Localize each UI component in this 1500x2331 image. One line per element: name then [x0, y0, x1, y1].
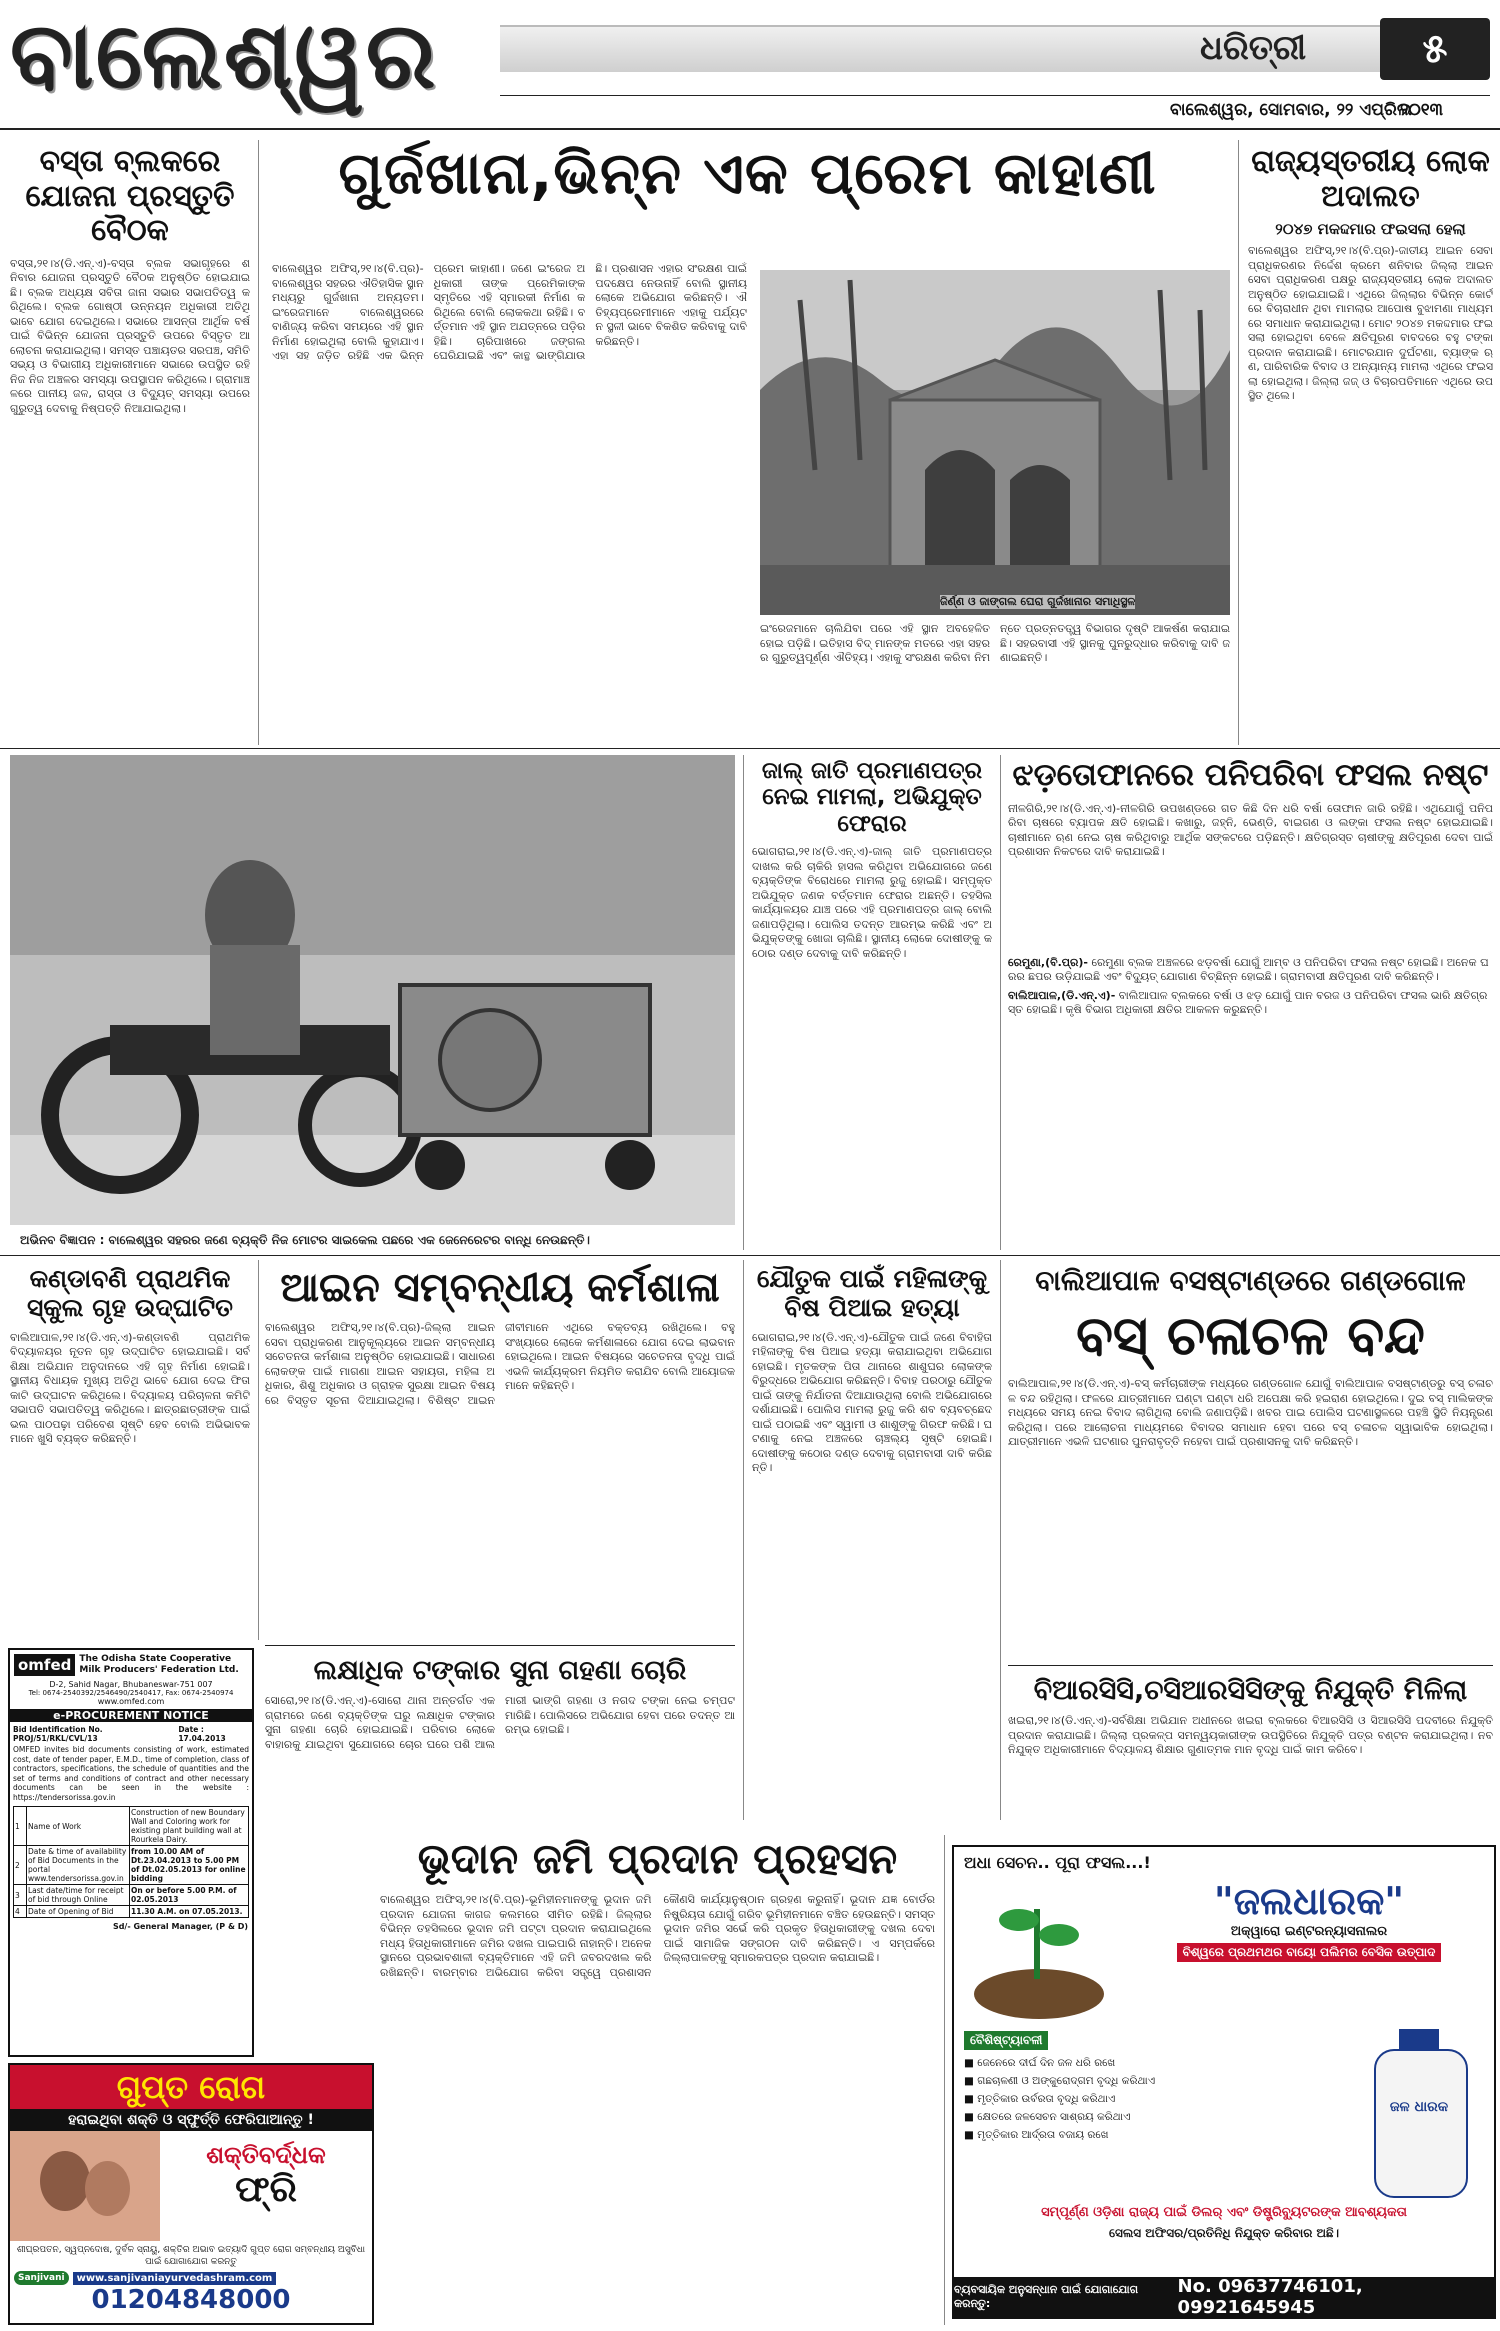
column-rule	[1000, 755, 1001, 1250]
headline-kandhabani: କଣ୍ଡାବଣି ପ୍ରାଥମିକ ସ୍କୁଲ ଗୃହ ଉଦ୍‌ଘାଟିତ	[27, 1264, 233, 1322]
gupta-brand: Sanjivani	[14, 2271, 69, 2285]
jal-name: "ଜଲଧାରକ"	[1213, 1879, 1405, 1923]
jal-contact-label: ବ୍ୟବସାୟିକ ଅନୁସନ୍ଧାନ ପାଇଁ ଯୋଗାଯୋଗ କରନ୍ତୁ:	[954, 2283, 1139, 2310]
omfed-bid-id: Bid Identification No. PROJ/51/RKL/CVL/13	[13, 1725, 103, 1743]
column-rule	[258, 140, 259, 745]
dateline-baliapal: ବାଲିଆପାଳ,(ଡି.ଏନ୍.ଏ)-	[1008, 988, 1116, 1002]
gupta-product-line: ଶକ୍ତିବର୍ଦ୍ଧକ	[206, 2141, 326, 2169]
jal-feature: ମୃତ୍ତିକାର ଆର୍ଦ୍ରତା ବଜାୟ ରଖେ	[977, 2129, 1109, 2141]
jal-desc: ବିଶ୍ୱରେ ପ୍ରଥମଥର ବାୟୋ ପଲିମର ବେସିକ ଉତ୍ପାଦ	[1177, 1943, 1442, 1962]
section-rule	[265, 1645, 735, 1646]
omfed-website[interactable]: www.omfed.com	[97, 1697, 165, 1706]
body-aain: ବାଲେଶ୍ୱର ଅଫିସ୍,୨୧।୪(ବି.ପ୍ର)-ଜିଲ୍ଲା ଆଇନ ସେବା ପ୍ରାଧିକରଣ ଆନୁକୂଲ୍ୟରେ ଆଇନ ସମ୍ବନ୍ଧୀୟ ସଚେତନତା କର୍ମଶାଳା ଅନୁଷ୍ଠିତ ହୋଇଯାଇଛି। ସାଧାରଣ ଲୋକଙ୍କ ପାଇଁ ମାଗଣା ଆଇନ ସହାୟତା, ମହିଳା ଅଧିକାର, ଶିଶୁ ଅଧିକାର ଓ ଗ୍ରାହକ ସୁରକ୍ଷା ଆଇନ ବିଷୟରେ ବିସ୍ତୃତ ସୂଚନା ଦିଆଯାଇଥିଲା। ବିଶିଷ୍ଟ ଆଇନଜୀବୀମାନେ ଏଥିରେ ବକ୍ତବ୍ୟ ରଖିଥିଲେ। ବହୁ ସଂଖ୍ୟାରେ ଲୋକେ କର୍ମଶାଳାରେ ଯୋଗ ଦେଇ ଲାଭବାନ ହୋଇଥିଲେ। ଆଇନ ବିଷୟରେ ସଚେତନତା ବୃଦ୍ଧି ପାଇଁ ଏଭଳି କାର୍ଯ୍ୟକ୍ରମ ନିୟମିତ କରାଯିବ ବୋଲି ଆୟୋଜକମାନେ କହିଛନ୍ତି।	[265, 1321, 735, 1407]
masthead-band	[500, 25, 1490, 72]
article-jautuka	[752, 1265, 992, 1771]
omfed-row-label: Date & time of availability of Bid Documents in the portal www.tendersorissa.gov.in	[27, 1846, 130, 1885]
omfed-row-no: 4	[14, 1906, 27, 1918]
column-rule	[1000, 1260, 1001, 1820]
omfed-date: Date : 17.04.2013	[178, 1725, 226, 1743]
omfed-contact: Tel: 0674-2540392/2546490/2540417, Fax: 0674-2540974	[28, 1689, 234, 1697]
omfed-row-label: Name of Work	[27, 1807, 130, 1846]
gupta-website[interactable]: www.sanjivaniayurvedashram.com	[73, 2272, 277, 2285]
body-jhadtofan: ନୀଳଗିରି,୨୧।୪(ଡି.ଏନ୍.ଏ)-ନୀଳଗିରି ଉପଖଣ୍ଡରେ ଗତ କିଛି ଦିନ ଧରି ବର୍ଷା ତୋଫାନ ଜାରି ରହିଛି। ଏଥିଯୋଗୁଁ ପନିପରିବା ଚାଷରେ ବ୍ୟାପକ କ୍ଷତି ହୋଇଛି। କଖାରୁ, ଜହ୍ନି, ଭେଣ୍ଡି, ବାଇଗଣ ଓ ଲଙ୍କା ଫସଲ ନଷ୍ଟ ହୋଇଯାଇଛି। ଚାଷୀମାନେ ଋଣ ନେଇ ଚାଷ କରିଥିବାରୁ ଆର୍ଥିକ ସଙ୍କଟରେ ପଡ଼ିଛନ୍ତି। କ୍ଷତିଗ୍ରସ୍ତ ଚାଷୀଙ୍କୁ କ୍ଷତିପୂରଣ ଦେବା ପାଇଁ ପ୍ରଶାସନ ନିକଟରେ ଦାବି କରାଯାଇଛି।	[1008, 801, 1493, 859]
jal-feature: କ୍ଷେତରେ ଜଳସେଚନ ସାଶ୍ରୟ କରିଥାଏ	[977, 2111, 1131, 2123]
masthead-divider	[500, 95, 1490, 96]
omfed-address: D-2, Sahid Nagar, Bhubaneswar-751 007	[49, 1680, 213, 1689]
headline-lok-adalat: ରାଜ୍ୟସ୍ତରୀୟ ଲୋକ ଅଦାଲତ	[1251, 144, 1490, 214]
table-row	[14, 1906, 249, 1918]
ad-gupta-roga	[8, 2063, 374, 2325]
column-rule	[258, 1260, 259, 1640]
photo-motorcycle	[10, 755, 735, 1225]
omfed-row-no: 2	[14, 1846, 27, 1885]
masthead-title: ବାଲେଶ୍ୱର	[10, 1, 438, 109]
gupta-product-mark: ଫ୍ରି	[235, 2169, 297, 2210]
table-row	[14, 1807, 249, 1846]
ad-jaladharak	[952, 1845, 1496, 2319]
article-gahana-chori	[265, 1655, 735, 1814]
photo-caption-motorcycle: ଅଭିନବ ବିଜ୍ଞାପନ : ବାଲେଶ୍ୱର ସହରର ଜଣେ ବ୍ୟକ୍ତି ନିଜ ମୋଟର ସାଇକେଲ ପଛରେ ଏକ ଜେନେରେଟର ବାନ୍ଧି ନେଉଛନ୍ତି।	[20, 1233, 590, 1247]
page-number: ୫	[1380, 18, 1490, 80]
body-biarsisi: ଖଇରା,୨୧।୪(ଡି.ଏନ୍.ଏ)-ସର୍ବଶିକ୍ଷା ଅଭିଯାନ ଅଧୀନରେ ଖଇରା ବ୍ଲକରେ ବିଆରସିସି ଓ ସିଆରସିସି ପଦବୀରେ ନିଯୁକ୍ତି ପ୍ରଦାନ କରାଯାଇଛି। ଜିଲ୍ଲା ପ୍ରକଳ୍ପ ସମନ୍ୱୟକାରୀଙ୍କ ଉପସ୍ଥିତିରେ ନିଯୁକ୍ତି ପତ୍ର ବଣ୍ଟନ କରାଯାଇଥିଲା। ନବନିଯୁକ୍ତ ଅଧିକାରୀମାନେ ବିଦ୍ୟାଳୟ ଶିକ୍ଷାର ଗୁଣାତ୍ମକ ମାନ ବୃଦ୍ଧି ପାଇଁ କାମ କରିବେ।	[1008, 1714, 1493, 1757]
kicker-baliapal-bus: ବାଲିଆପାଳ ବସଷ୍ଟାଣ୍ଡରେ ଗଣ୍ଡଗୋଳ	[1035, 1264, 1466, 1297]
jal-feature: ମୃତ୍ତିକାର ଉର୍ବରତା ବୃଦ୍ଧି କରିଥାଏ	[977, 2093, 1116, 2105]
body-gurjakhana: ବାଲେଶ୍ୱର ଅଫିସ୍,୨୧।୪(ବି.ପ୍ର)-ବାଲେଶ୍ୱର ସହରର ଐତିହାସିକ ସ୍ଥାନ ମଧ୍ୟରୁ ଗୁର୍ଜଖାନା ଅନ୍ୟତମ। ଇଂରେଜମାନେ ବାଲେଶ୍ୱରରେ ବାଣିଜ୍ୟ କରିବା ସମୟରେ ଏହି ସ୍ଥାନ ନିର୍ମାଣ ହୋଇଥିଲା ବୋଲି କୁହାଯାଏ। ଏହା ସହ ଜଡ଼ିତ ରହିଛି ଏକ ଭିନ୍ନ ପ୍ରେମ କାହାଣୀ। ଜଣେ ଇଂରେଜ ଅଧିକାରୀ ତାଙ୍କ ପ୍ରେମିକାଙ୍କ ସ୍ମୃତିରେ ଏହି ସ୍ମାରକୀ ନିର୍ମାଣ କରିଥିଲେ ବୋଲି ଲୋକକଥା ରହିଛି। ବର୍ତ୍ତମାନ ଏହି ସ୍ଥାନ ଅଯତ୍ନରେ ପଡ଼ିରହିଛି। ଚାରିପାଖରେ ଜଙ୍ଗଲ ଘେରିଯାଇଛି ଏବଂ କାନ୍ଥ ଭାଙ୍ଗିଯାଉଛି। ପ୍ରଶାସନ ଏହାର ସଂରକ୍ଷଣ ପାଇଁ ପଦକ୍ଷେପ ନେଉନାହିଁ ବୋଲି ସ୍ଥାନୀୟ ଲୋକେ ଅଭିଯୋଗ କରିଛନ୍ତି। ଐତିହ୍ୟପ୍ରେମୀମାନେ ଏହାକୁ ପର୍ଯ୍ୟଟନ ସ୍ଥଳୀ ଭାବେ ବିକଶିତ କରିବାକୁ ଦାବି କରିଛନ୍ତି।	[272, 262, 747, 362]
jal-bottle-label: ଜଳ ଧାରକ	[1389, 2099, 1449, 2115]
jal-feature: ଜେନେରେ ଦୀର୍ଘ ଦିନ ଜଳ ଧରି ରଖେ	[977, 2057, 1116, 2069]
masthead-bottom-rule	[0, 128, 1500, 130]
column-rule	[1238, 140, 1239, 745]
column-rule	[944, 1835, 945, 2325]
year: ୨୦୧୩	[1400, 100, 1443, 120]
photo-caption-gurjakhana: ଜିର୍ଣ୍ଣ ଓ ଜାଙ୍ଗଲ ଘେରା ଗୁର୍ଜଖାନାର ସମାଧିସ୍ଥଳ	[940, 595, 1136, 608]
jal-feature: ଗଛଚାଳଣୀ ଓ ଅଙ୍କୁରୋଦ୍‌ଗମ ବୃଦ୍ଧି କରିଥାଏ	[977, 2075, 1156, 2087]
article-jhadtofan	[1008, 758, 1493, 1018]
ad-omfed	[8, 1648, 254, 2057]
article-kandhabani	[10, 1265, 250, 1631]
list-item: ■ ମୃତ୍ତିକାର ଉର୍ବରତା ବୃଦ୍ଧି କରିଥାଏ	[964, 2093, 1116, 2105]
headline-basta: ବସ୍ତା ବ୍ଲକରେ ଯୋଜନା ପ୍ରସ୍ତୁତି ବୈଠକ	[25, 144, 235, 248]
omfed-row-label: Last date/time for receipt of bid through Online	[27, 1885, 130, 1906]
body-kandhabani: ବାଲିଆପାଳ,୨୧।୪(ଡି.ଏନ୍.ଏ)-କଣ୍ଡାବଣି ପ୍ରାଥମିକ ବିଦ୍ୟାଳୟର ନୂତନ ଗୃହ ଉଦ୍‌ଘାଟିତ ହୋଇଯାଇଛି। ସର୍ବଶିକ୍ଷା ଅଭିଯାନ ଅନୁଦାନରେ ଏହି ଗୃହ ନିର୍ମାଣ ହୋଇଛି। ସ୍ଥାନୀୟ ବିଧାୟକ ମୁଖ୍ୟ ଅତିଥି ଭାବେ ଯୋଗ ଦେଇ ଫିତା କାଟି ଉଦ୍‌ଘାଟନ କରିଥିଲେ। ବିଦ୍ୟାଳୟ ପରିଚାଳନା କମିଟି ସଭାପତି ସଭାପତିତ୍ୱ କରିଥିଲେ। ଛାତ୍ରଛାତ୍ରୀଙ୍କ ପାଇଁ ଭଲ ପାଠପଢ଼ା ପରିବେଶ ସୃଷ୍ଟି ହେବ ବୋଲି ଅଭିଭାବକମାନେ ଖୁସି ବ୍ୟକ୍ତ କରିଛନ୍ତି।	[10, 1330, 250, 1445]
table-row	[14, 1885, 249, 1906]
headline-biarsisi: ବିଆରସିସି,ଚସିଆରସିସିଙ୍କୁ ନିଯୁକ୍ତି ମିଳିଲା	[1033, 1675, 1468, 1706]
jal-maker: ଅକ୍ୱାରୋ ଇଣ୍ଟରନ୍ୟାସନାଲର	[1230, 1924, 1388, 1939]
omfed-row-value: On or before 5.00 P.M. of 02.05.2013	[130, 1885, 249, 1906]
list-item: ■ ମୃତ୍ତିକାର ଆର୍ଦ୍ରତା ବଜାୟ ରଖେ	[964, 2129, 1109, 2141]
omfed-row-label: Date of Opening of Bid	[27, 1906, 130, 1918]
jal-plant-image	[954, 1879, 1124, 2029]
masthead	[0, 0, 1500, 130]
headline-gahana-chori: ଲକ୍ଷାଧିକ ଟଙ୍କାର ସୁନା ଗହଣା ଚୋରି	[313, 1655, 687, 1686]
article-bhudan	[380, 1835, 935, 2313]
article-basta	[10, 145, 250, 727]
gupta-details: ଶୀଘ୍ରପତନ, ସ୍ୱପ୍ନଦୋଷ, ଦୁର୍ବଳ ସ୍ନାୟୁ, ଶକ୍ତିର ଅଭାବ ଇତ୍ୟାଦି ଗୁପ୍ତ ରୋଗ ସମ୍ବନ୍ଧୀୟ ଅସୁବିଧା ପାଇଁ ଯୋଗାଯୋଗ କରନ୍ତୁ	[16, 2245, 366, 2267]
subhead-lok-adalat: ୨୦୪୭ ମକଦ୍ଦମାର ଫଇସଲା ହେଲା	[1275, 220, 1466, 238]
headline-baliapal-bus: ବସ୍ ଚଳାଚଳ ବନ୍ଦ	[1076, 1304, 1425, 1368]
body-basta: ବସ୍ତା,୨୧।୪(ଡି.ଏନ୍.ଏ)-ବସ୍ତା ବ୍ଲକ ସଭାଗୃହରେ ଶନିବାର ଯୋଜନା ପ୍ରସ୍ତୁତି ବୈଠକ ଅନୁଷ୍ଠିତ ହୋଇଯାଇଛି। ବ୍ଲକ ଅଧ୍ୟକ୍ଷ ସବିତା ଜାନା ସଭାର ସଭାପତିତ୍ୱ କରିଥିଲେ। ବ୍ଲକ ଗୋଷ୍ଠୀ ଉନ୍ନୟନ ଅଧିକାରୀ ଅତିଥି ଭାବେ ଯୋଗ ଦେଇଥିଲେ। ସଭାରେ ଆସନ୍ତା ଆର୍ଥିକ ବର୍ଷ ପାଇଁ ବିଭିନ୍ନ ଯୋଜନା ପ୍ରସ୍ତୁତି ଉପରେ ବିସ୍ତୃତ ଆଲୋଚନା କରାଯାଇଥିଲା। ସମସ୍ତ ପଞ୍ଚାୟତର ସରପଞ୍ଚ, ସମିତି ସଭ୍ୟ ଓ ବିଭାଗୀୟ ଅଧିକାରୀମାନେ ସଭାରେ ଉପସ୍ଥିତ ରହି ନିଜ ନିଜ ଅଞ୍ଚଳର ସମସ୍ୟା ଉପସ୍ଥାପନ କରିଥିଲେ। ଗ୍ରାମାଞ୍ଚଳରେ ପାନୀୟ ଜଳ, ରାସ୍ତା ଓ ବିଦ୍ୟୁତ୍ ସମସ୍ୟା ଉପରେ ଗୁରୁତ୍ୱ ଦେବାକୁ ନିଷ୍ପତ୍ତି ନିଆଯାଇଥିଲା।	[10, 256, 250, 415]
article-gurjakhana	[265, 140, 1230, 207]
omfed-table	[13, 1806, 249, 1918]
list-item: ■ କ୍ଷେତରେ ଜଳସେଚନ ସାଶ୍ରୟ କରିଥାଏ	[964, 2111, 1131, 2123]
omfed-row-value: Construction of new Boundary Wall and Coloring work for existing plant building wall at Rourkela Dairy.	[130, 1807, 249, 1846]
article-baliapal-bus	[1008, 1265, 1493, 1667]
jal-phones[interactable]: No. 09637746101, 09921645945	[1177, 2276, 1363, 2318]
article-biarsisi	[1008, 1675, 1493, 1814]
headline-bhudan: ଭୂଦାନ ଜମି ପ୍ରଦାନ ପ୍ରହସନ	[417, 1834, 898, 1883]
omfed-signature: Sd/- General Manager, (P & D)	[112, 1922, 248, 1931]
jal-bottle-image	[1354, 2029, 1484, 2199]
dateline-remuna: ରେମୁଣା,(ବି.ପ୍ର)-	[1008, 955, 1088, 969]
article-lok-adalat	[1248, 145, 1493, 714]
table-row	[14, 1846, 249, 1885]
list-item: ■ ଗଛଚାଳଣୀ ଓ ଅଙ୍କୁରୋଦ୍‌ଗମ ବୃଦ୍ଧି କରିଥାଏ	[964, 2075, 1156, 2087]
column-rule	[743, 1260, 744, 1820]
photo-motorcycle-image	[10, 755, 735, 1225]
section-rule	[0, 1255, 1500, 1256]
body-jati-praman: ଭୋଗରାଇ,୨୧।୪(ଡି.ଏନ୍.ଏ)-ଜାଲ୍ ଜାତି ପ୍ରମାଣପତ୍ର ଦାଖଲ କରି ଚାକିରି ହାସଲ କରିଥିବା ଅଭିଯୋଗରେ ଜଣେ ବ୍ୟକ୍ତିଙ୍କ ବିରୋଧରେ ମାମଲା ରୁଜୁ ହୋଇଛି। ସମ୍ପୃକ୍ତ ଅଭିଯୁକ୍ତ ଜଣକ ବର୍ତ୍ତମାନ ଫେରାର ଅଛନ୍ତି। ତହସିଲ କାର୍ଯ୍ୟାଳୟର ଯାଞ୍ଚ ପରେ ଏହି ପ୍ରମାଣପତ୍ର ଜାଲ୍ ବୋଲି ଜଣାପଡ଼ିଥିଲା। ପୋଲିସ ତଦନ୍ତ ଆରମ୍ଭ କରିଛି ଏବଂ ଅଭିଯୁକ୍ତଙ୍କୁ ଖୋଜା ଚାଲିଛି। ସ୍ଥାନୀୟ ଲୋକେ ଦୋଷୀଙ୍କୁ କଠୋର ଦଣ୍ଡ ଦେବାକୁ ଦାବି କରିଛନ୍ତି।	[752, 845, 992, 960]
omfed-intro: OMFED invites bid documents consisting of work, estimated cost, date of tender paper, E.M.D., time of completion, class of contractors, specifications, the schedule of quantities and the set of terms and conditions of contract and other necessary documents can be seen in the website : https://tendersorissa.gov.in	[13, 1745, 249, 1802]
omfed-notice-title: e-PROCUREMENT NOTICE	[10, 1709, 252, 1722]
omfed-logo: omfed	[14, 1654, 75, 1676]
article-aain	[265, 1265, 735, 1581]
headline-jautuka: ଯୌତୁକ ପାଇଁ ମହିଳାଙ୍କୁ ବିଷ ପିଆଇ ହତ୍ୟା	[756, 1264, 988, 1322]
photo-gurjakhana	[760, 270, 1230, 615]
body-baliapal-bus: ବାଲିଆପାଳ,୨୧।୪(ଡି.ଏନ୍.ଏ)-ବସ୍ କର୍ମଚାରୀଙ୍କ ମଧ୍ୟରେ ଗଣ୍ଡଗୋଳ ଯୋଗୁଁ ବାଲିଆପାଳ ବସଷ୍ଟାଣ୍ଡରୁ ବସ୍ ଚଳାଚଳ ବନ୍ଦ ରହିଥିଲା। ଫଳରେ ଯାତ୍ରୀମାନେ ଘଣ୍ଟା ଘଣ୍ଟା ଧରି ଅପେକ୍ଷା କରି ହଇରାଣ ହୋଇଥିଲେ। ଦୁଇ ବସ୍ ମାଲିକଙ୍କ ମଧ୍ୟରେ ସମୟ ନେଇ ବିବାଦ ଲାଗିଥିଲା ବୋଲି ଜଣାପଡ଼ିଛି। ଖବର ପାଇ ପୋଲିସ ଘଟଣାସ୍ଥଳରେ ପହଞ୍ଚି ସ୍ଥିତି ନିୟନ୍ତ୍ରଣ କରିଥିଲା। ପରେ ଆଲୋଚନା ମାଧ୍ୟମରେ ବିବାଦର ସମାଧାନ ହେବା ପରେ ବସ୍ ଚଳାଚଳ ସ୍ୱାଭାବିକ ହୋଇଥିଲା। ଯାତ୍ରୀମାନେ ଏଭଳି ଘଟଣାର ପୁନରାବୃତ୍ତି ନହେବା ପାଇଁ ପ୍ରଶାସନକୁ ଦାବି କରିଛନ୍ତି।	[1008, 1377, 1493, 1449]
section-rule	[1008, 1665, 1493, 1666]
list-item: ■ ଜେନେରେ ଦୀର୍ଘ ଦିନ ଜଳ ଧରି ରଖେ	[964, 2057, 1116, 2069]
gupta-couple-image	[10, 2131, 160, 2241]
section-rule	[0, 748, 1500, 749]
jal-features-title: ବୈଶିଷ୍ଟ୍ୟାବଳୀ	[964, 2031, 1048, 2050]
headline-jhadtofan: ଝଡ଼ତୋଫାନରେ ପନିପରିବା ଫସଲ ନଷ୍ଟ	[1012, 757, 1489, 793]
dateline: ବାଲେଶ୍ୱର, ସୋମବାର, ୨୨ ଏପ୍ରିଲ	[1170, 100, 1412, 120]
body-gurjakhana-tail: ଇଂରେଜମାନେ ଚାଲିଯିବା ପରେ ଏହି ସ୍ଥାନ ଅବହେଳିତ ହୋଇ ପଡ଼ିଛି। ଇତିହାସ ବିଦ୍ ମାନଙ୍କ ମତରେ ଏହା ସହରର ଗୁରୁତ୍ୱପୂର୍ଣ୍ଣ ଐତିହ୍ୟ। ଏହାକୁ ସଂରକ୍ଷଣ କରିବା ନିମନ୍ତେ ପ୍ରତ୍ନତତ୍ତ୍ୱ ବିଭାଗର ଦୃଷ୍ଟି ଆକର୍ଷଣ କରାଯାଇଛି। ସହରବାସୀ ଏହି ସ୍ଥାନକୁ ପୁନରୁଦ୍ଧାର କରିବାକୁ ଦାବି ଜଣାଇଛନ୍ତି।	[760, 622, 1230, 664]
article-jati-praman	[752, 758, 992, 1225]
headline-gurjakhana: ଗୁର୍ଜଖାନା,ଭିନ୍ନ ଏକ ପ୍ରେମ କାହାଣୀ	[338, 139, 1157, 207]
section-name: ଧରିତ୍ରୀ	[1200, 28, 1307, 68]
omfed-row-value: 11.30 A.M. on 07.05.2013.	[130, 1906, 249, 1918]
gupta-title: ଗୁପ୍ତ ରୋଗ	[10, 2065, 372, 2109]
omfed-row-no: 3	[14, 1885, 27, 1906]
body-lok-adalat: ବାଲେଶ୍ୱର ଅଫିସ୍,୨୧।୪(ବି.ପ୍ର)-ଜାତୀୟ ଆଇନ ସେବା ପ୍ରାଧିକରଣର ନିର୍ଦ୍ଦେଶ କ୍ରମେ ଶନିବାର ଜିଲ୍ଲା ଆଇନ ସେବା ପ୍ରାଧିକରଣ ପକ୍ଷରୁ ରାଜ୍ୟସ୍ତରୀୟ ଲୋକ ଅଦାଲତ ଅନୁଷ୍ଠିତ ହୋଇଯାଇଛି। ଏଥିରେ ଜିଲ୍ଲାର ବିଭିନ୍ନ କୋର୍ଟରେ ବିଚାରାଧୀନ ଥିବା ମାମଲାର ଆପୋଷ ବୁଝାମଣା ମାଧ୍ୟମରେ ସମାଧାନ କରାଯାଇଥିଲା। ମୋଟ ୨୦୪୭ ମକଦ୍ଦମାର ଫଇସଲା ହୋଇଥିବା ବେଳେ କ୍ଷତିପୂରଣ ବାବଦରେ ବହୁ ଟଙ୍କା ପ୍ରଦାନ କରାଯାଇଛି। ମୋଟରଯାନ ଦୁର୍ଘଟଣା, ବ୍ୟାଙ୍କ ଋଣ, ପାରିବାରିକ ବିବାଦ ଓ ଅନ୍ୟାନ୍ୟ ମାମଲା ଏଥିରେ ଫଇସଲା ହୋଇଥିଲା। ଜିଲ୍ଲା ଜଜ୍ ଓ ବିଚାରପତିମାନେ ଏଥିରେ ଉପସ୍ଥିତ ଥିଲେ।	[1248, 244, 1493, 402]
jal-offer: ସମ୍ପୂର୍ଣ୍ଣ ଓଡ଼ିଶା ରାଜ୍ୟ ପାଇଁ ଡିଲର୍ ଏବଂ ଡିଷ୍ଟ୍ରିବ୍ୟୁଟରଙ୍କ ଆବଶ୍ୟକତା	[1041, 2205, 1407, 2220]
photo-gurjakhana-image	[760, 270, 1230, 615]
body-baliapal-crop: ବାଲିଆପାଳ ବ୍ଲକରେ ବର୍ଷା ଓ ଝଡ଼ ଯୋଗୁଁ ପାନ ବରଜ ଓ ପନିପରିବା ଫସଲ ଭାରି କ୍ଷତିଗ୍ରସ୍ତ ହୋଇଛି। କୃଷି ବିଭାଗ ଅଧିକାରୀ କ୍ଷତିର ଆକଳନ କରୁଛନ୍ତି।	[1008, 988, 1488, 1017]
headline-aain: ଆଇନ ସମ୍ବନ୍ଧୀୟ କର୍ମଶାଳା	[280, 1265, 720, 1311]
gupta-phone[interactable]: 01204848000	[91, 2285, 291, 2315]
body-jautuka: ଭୋଗରାଇ,୨୧।୪(ଡି.ଏନ୍.ଏ)-ଯୌତୁକ ପାଇଁ ଜଣେ ବିବାହିତା ମହିଳାଙ୍କୁ ବିଷ ପିଆଇ ହତ୍ୟା କରାଯାଇଥିବା ଅଭିଯୋଗ ହୋଇଛି। ମୃତକଙ୍କ ପିତା ଥାନାରେ ଶାଶୁଘର ଲୋକଙ୍କ ବିରୁଦ୍ଧରେ ଅଭିଯୋଗ କରିଛନ୍ତି। ବିବାହ ପରଠାରୁ ଯୌତୁକ ପାଇଁ ତାଙ୍କୁ ନିର୍ଯାତନା ଦିଆଯାଉଥିଲା ବୋଲି ଅଭିଯୋଗରେ ଦର୍ଶାଯାଇଛି। ପୋଲିସ ମାମଲା ରୁଜୁ କରି ଶବ ବ୍ୟବଚ୍ଛେଦ ପାଇଁ ପଠାଇଛି ଏବଂ ସ୍ୱାମୀ ଓ ଶାଶୁଙ୍କୁ ଗିରଫ କରିଛି। ଘଟଣାକୁ ନେଇ ଅଞ୍ଚଳରେ ଚାଞ୍ଚଲ୍ୟ ସୃଷ୍ଟି ହୋଇଛି। ଦୋଷୀଙ୍କୁ କଠୋର ଦଣ୍ଡ ଦେବାକୁ ଗ୍ରାମବାସୀ ଦାବି କରିଛନ୍ତି।	[752, 1330, 992, 1474]
omfed-row-value: from 10.00 AM of Dt.23.04.2013 to 5.00 PM of Dt.02.05.2013 for online bidding	[130, 1846, 249, 1885]
jal-recruit: ସେଲସ ଅଫିସର/ପ୍ରତିନିଧି ନିଯୁକ୍ତ କରିବାର ଅଛି।	[1109, 2226, 1339, 2240]
body-gahana-chori: ସୋରୋ,୨୧।୪(ଡି.ଏନ୍.ଏ)-ସୋରୋ ଥାନା ଅନ୍ତର୍ଗତ ଏକ ଗ୍ରାମରେ ଜଣେ ବ୍ୟକ୍ତିଙ୍କ ଘରୁ ଲକ୍ଷାଧିକ ଟଙ୍କାର ସୁନା ଗହଣା ଚୋରି ହୋଇଯାଇଛି। ପରିବାର ଲୋକେ ବାହାରକୁ ଯାଇଥିବା ସୁଯୋଗରେ ଚୋର ଘରେ ପଶି ଆଲମାରୀ ଭାଙ୍ଗି ଗହଣା ଓ ନଗଦ ଟଙ୍କା ନେଇ ଚମ୍ପଟ ମାରିଛି। ପୋଲିସରେ ଅଭିଯୋଗ ହେବା ପରେ ତଦନ୍ତ ଆରମ୍ଭ ହୋଇଛି।	[265, 1694, 735, 1751]
jal-tagline: ଅଧା ସେଚନ.. ପୂରା ଫସଲ...!	[964, 1853, 1151, 1872]
headline-jati-praman: ଜାଲ୍ ଜାତି ପ୍ରମାଣପତ୍ର ନେଇ ମାମଲା, ଅଭିଯୁକ୍ତ ଫେରାର	[761, 758, 983, 837]
body-bhudan: ବାଲେଶ୍ୱର ଅଫିସ୍,୨୧।୪(ବି.ପ୍ର)-ଭୂମିହୀନମାନଙ୍କୁ ଭୂଦାନ ଜମି ପ୍ରଦାନ ଯୋଜନା କାଗଜ କଲମରେ ସୀମିତ ରହିଛି। ଜିଲ୍ଲାର ବିଭିନ୍ନ ତହସିଲରେ ଭୂଦାନ ଜମି ପଟ୍ଟା ପ୍ରଦାନ କରାଯାଇଥିଲେ ମଧ୍ୟ ହିତାଧିକାରୀମାନେ ଜମିର ଦଖଲ ପାଇପାରି ନାହାନ୍ତି। ଅନେକ ସ୍ଥାନରେ ପ୍ରଭାବଶାଳୀ ବ୍ୟକ୍ତିମାନେ ଏହି ଜମି ଜବରଦଖଲ କରି ରଖିଛନ୍ତି। ବାରମ୍ବାର ଅଭିଯୋଗ କରିବା ସତ୍ତ୍ୱେ ପ୍ରଶାସନ କୌଣସି କାର୍ଯ୍ୟାନୁଷ୍ଠାନ ଗ୍ରହଣ କରୁନାହିଁ। ଭୂଦାନ ଯଜ୍ଞ ବୋର୍ଡର ନିଷ୍କ୍ରିୟତା ଯୋଗୁଁ ଗରିବ ଭୂମିହୀନମାନେ ବଞ୍ଚିତ ହେଉଛନ୍ତି। ସମସ୍ତ ଭୂଦାନ ଜମିର ସର୍ଭେ କରି ପ୍ରକୃତ ହିତାଧିକାରୀଙ୍କୁ ଦଖଲ ଦେବା ପାଇଁ ସାମାଜିକ ସଙ୍ଗଠନ ଦାବି କରିଛନ୍ତି। ଏ ସମ୍ପର୍କରେ ଜିଲ୍ଲାପାଳଙ୍କୁ ସ୍ମାରକପତ୍ର ପ୍ରଦାନ କରାଯାଇଛି।	[380, 1893, 935, 1979]
omfed-row-no: 1	[14, 1807, 27, 1846]
column-rule	[743, 755, 744, 1250]
omfed-org-name: The Odisha State Cooperative Milk Producers' Federation Ltd.	[79, 1654, 239, 1675]
gupta-subtitle: ହରାଇଥିବା ଶକ୍ତି ଓ ସ୍ଫୁର୍ତ୍ତି ଫେରିପାଆନ୍ତୁ !	[10, 2109, 372, 2131]
body-remuna: ରେମୁଣା ବ୍ଲକ ଅଞ୍ଚଳରେ ଝଡ଼ବର୍ଷା ଯୋଗୁଁ ଆମ୍ବ ଓ ପନିପରିବା ଫସଲ ନଷ୍ଟ ହୋଇଛି। ଅନେକ ଘରର ଛପର ଉଡ଼ିଯାଇଛି ଏବଂ ବିଦ୍ୟୁତ୍ ଯୋଗାଣ ବିଚ୍ଛିନ୍ନ ହୋଇଛି। ଗ୍ରାମବାସୀ କ୍ଷତିପୂରଣ ଦାବି କରିଛନ୍ତି।	[1008, 955, 1489, 984]
